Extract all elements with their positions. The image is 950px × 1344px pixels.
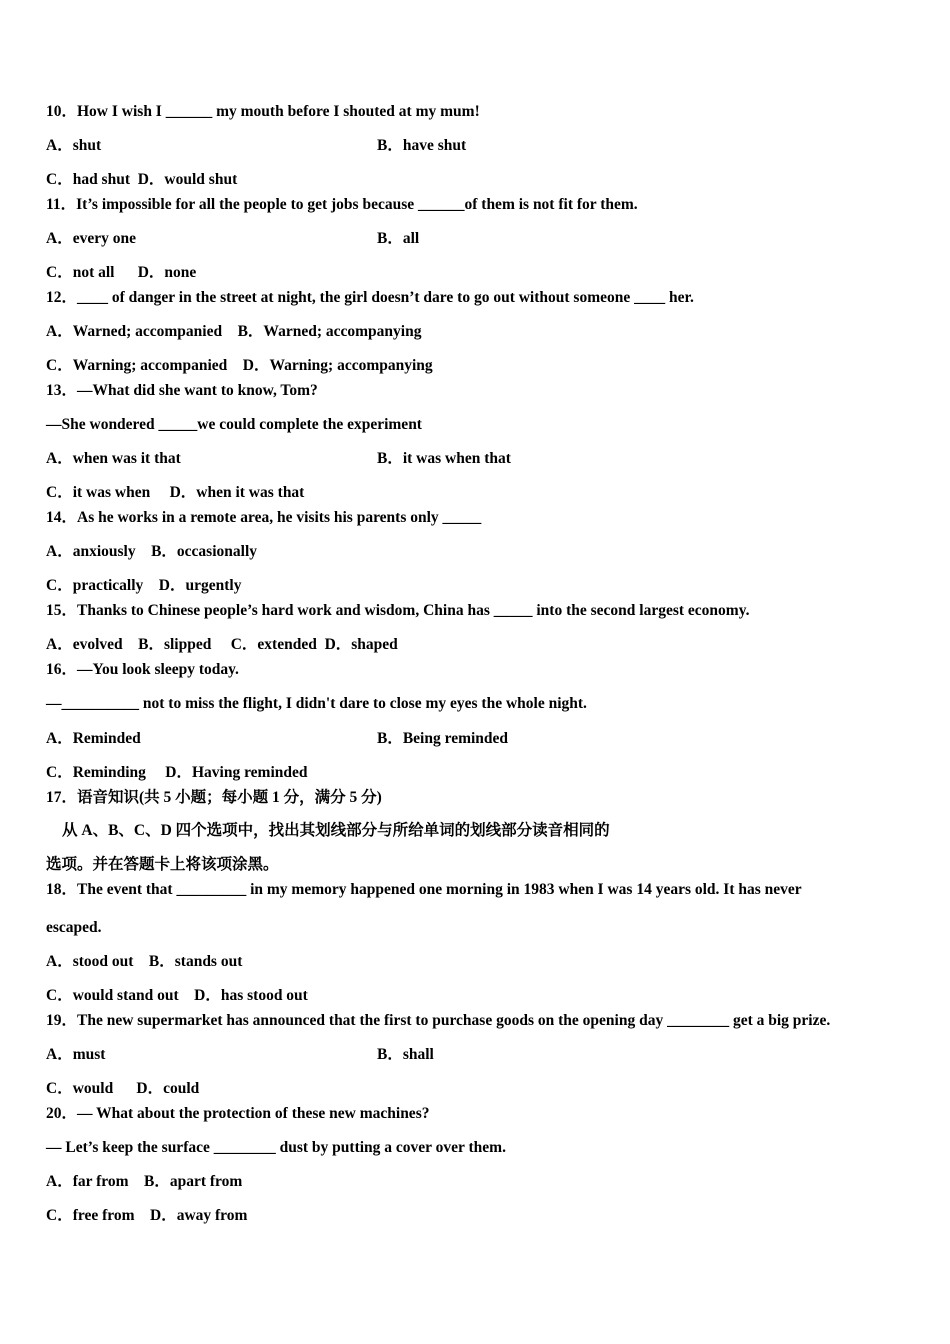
q10-options-cd: C．had shut D．would shut — [46, 171, 238, 188]
q15-stem: 15．Thanks to Chinese people’s hard work and wisdom, China has _____ into the second largest economy. — [46, 602, 750, 619]
q16-reply: —__________ not to miss the flight, I didn't dare to close my eyes the whole night. — [46, 695, 587, 712]
q13-options-cd: C．it was when D．when it was that — [46, 484, 305, 501]
q11-stem: 11．It’s impossible for all the people to get jobs because ______of them is not fit for them. — [46, 196, 638, 213]
q18-options-cd: C．would stand out D．has stood out — [46, 987, 308, 1004]
q14-options-cd: C．practically D．urgently — [46, 577, 242, 594]
q18-options-ab: A．stood out B．stands out — [46, 953, 243, 970]
q13-option-a: A．when was it that — [46, 450, 181, 467]
q11-option-a: A．every one — [46, 230, 136, 247]
q20-options-ab: A．far from B．apart from — [46, 1173, 243, 1190]
q12-stem: 12．____ of danger in the street at night, the girl doesn’t dare to go out without someone ____ her. — [46, 289, 694, 306]
q16-stem: 16．—You look sleepy today. — [46, 661, 239, 678]
q13-stem: 13．—What did she want to know, Tom? — [46, 382, 318, 399]
q14-stem: 14．As he works in a remote area, he visits his parents only _____ — [46, 509, 482, 526]
q19-option-b: B．shall — [377, 1046, 434, 1063]
q16-options-cd: C．Reminding D．Having reminded — [46, 764, 308, 781]
q20-options-cd: C．free from D．away from — [46, 1207, 248, 1224]
q19-options-cd: C．would D．could — [46, 1080, 200, 1097]
q13-option-b: B．it was when that — [377, 450, 511, 467]
q16-option-b: B．Being reminded — [377, 730, 509, 747]
q19-stem: 19．The new supermarket has announced that the first to purchase goods on the opening day ________ get a big prize. — [46, 1012, 831, 1029]
q17-instruction-line2: 选项。并在答题卡上将该项涂黑。 — [46, 856, 279, 873]
q15-options: A．evolved B．slipped C．extended D．shaped — [46, 636, 398, 653]
q11-option-b: B．all — [377, 230, 420, 247]
q16-option-a: A．Reminded — [46, 730, 141, 747]
q18-stem-continued: escaped. — [46, 919, 102, 936]
q20-reply: — Let’s keep the surface ________ dust by putting a cover over them. — [46, 1139, 506, 1156]
q10-option-b: B．have shut — [377, 137, 467, 154]
q17-instruction-line1: 从 A、B、C、D 四个选项中，找出其划线部分与所给单词的划线部分读音相同的 — [62, 822, 610, 839]
q13-reply: —She wondered _____we could complete the experiment — [46, 416, 422, 433]
q19-option-a: A．must — [46, 1046, 106, 1063]
q12-options-ab: A．Warned; accompanied B．Warned; accompanying — [46, 323, 422, 340]
q12-options-cd: C．Warning; accompanied D．Warning; accompanying — [46, 357, 433, 374]
q10-option-a: A．shut — [46, 137, 102, 154]
q20-stem: 20．— What about the protection of these new machines? — [46, 1105, 430, 1122]
q17-section-heading: 17．语音知识(共 5 小题；每小题 1 分，满分 5 分) — [46, 789, 382, 806]
q10-stem: 10．How I wish I ______ my mouth before I shouted at my mum! — [46, 103, 480, 120]
q18-stem: 18．The event that _________ in my memory happened one morning in 1983 when I was 14 years old. It has never — [46, 881, 802, 898]
q14-options-ab: A．anxiously B．occasionally — [46, 543, 257, 560]
q11-options-cd: C．not all D．none — [46, 264, 197, 281]
